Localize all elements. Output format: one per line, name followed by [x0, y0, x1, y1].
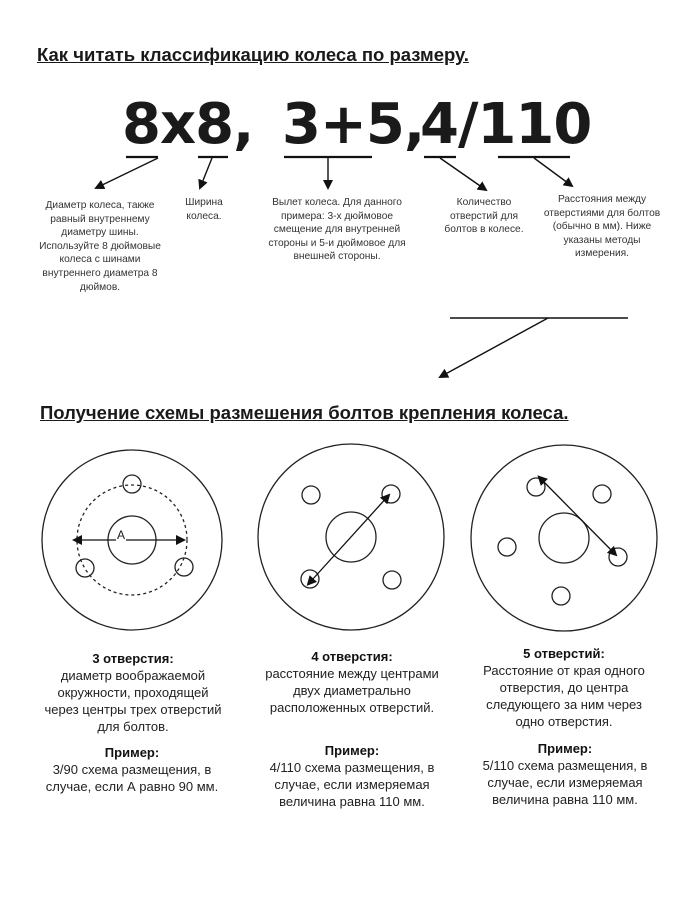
- caption-text: Расстояние от края одного отверстия, до центра следующего за ним через одно отверстия.: [483, 663, 645, 729]
- note-width: Ширина колеса.: [185, 197, 223, 222]
- bolt-hole: [302, 486, 320, 504]
- bolt-hole: [498, 538, 516, 556]
- code-size-part: 8x8,: [122, 92, 254, 157]
- example-text: 4/110 схема размещения, в случае, если измеряемая величина равна 110 мм.: [269, 760, 435, 809]
- label-a: A: [117, 528, 126, 542]
- bolt-hole: [175, 558, 193, 576]
- arrow-diameter: [96, 158, 158, 188]
- wheel-rim: [471, 445, 657, 631]
- example-title: Пример:: [104, 745, 160, 760]
- wheel-4-holes: [258, 444, 444, 630]
- wheel-5-holes: [471, 445, 657, 631]
- bolt-hole: [527, 478, 545, 496]
- example-3-holes: [44, 744, 220, 795]
- heading-how-to-read: Как читать классификацию колеса по размеру.: [37, 44, 469, 65]
- caption-text: диаметр воображаемой окружности, проходящей через центры трех отверстий для болтов.: [44, 668, 222, 734]
- heading-bolt-pattern: Получение схемы размешения болтов крепления колеса.: [40, 402, 569, 423]
- example-title: Пример:: [537, 741, 593, 756]
- example-text: 5/110 схема размещения, в случае, если измеряемая величина равна 110 мм.: [482, 758, 648, 807]
- pointer-arrow-down: [440, 318, 548, 377]
- example-4-holes: [262, 742, 442, 810]
- wheel-3-holes: [42, 450, 222, 630]
- measure-arrow: [543, 481, 616, 555]
- note-hole-count: Количество отверстий для болтов в колесе.: [444, 197, 524, 236]
- example-text: 3/90 схема размещения, в случае, если А равно 90 мм.: [45, 762, 219, 794]
- code-pattern-part: 4/110: [420, 92, 592, 157]
- caption-3-holes: [44, 650, 222, 735]
- code-offset-part: 3+5,: [282, 92, 425, 157]
- example-5-holes: [472, 740, 658, 808]
- caption-title: 3 отверстия:: [92, 651, 174, 666]
- note-distance: Расстояния между отверстиями для болтов (обычно в мм). Ниже указаны методы измерения.: [543, 194, 661, 260]
- caption-title: 5 отверстий:: [523, 646, 605, 661]
- note-diameter: Диаметр колеса, также равный внутреннему диаметру шины. Используйте 8 дюймовые колеса с шинами внутреннего диаметра 8 дюймов.: [39, 200, 161, 293]
- arrow-holes: [440, 158, 486, 190]
- arrow-distance: [534, 158, 572, 186]
- bolt-hole: [383, 571, 401, 589]
- bolt-hole: [123, 475, 141, 493]
- example-title: Пример:: [324, 743, 380, 758]
- bolt-hole: [76, 559, 94, 577]
- caption-title: 4 отверстия:: [311, 649, 393, 664]
- caption-4-holes: [262, 648, 442, 716]
- measure-arrow: [312, 495, 389, 580]
- arrow-width: [200, 158, 212, 188]
- caption-5-holes: [470, 645, 658, 730]
- note-offset: Вылет колеса. Для данного примера: 3-х дюймовое смещение для внутренней стороны и 5-и дюймовое для внешней стороны.: [268, 197, 406, 263]
- caption-text: расстояние между центрами двух диаметрально расположенных отверстий.: [265, 666, 439, 715]
- bolt-hole: [552, 587, 570, 605]
- bolt-hole: [301, 570, 319, 588]
- bolt-hole: [593, 485, 611, 503]
